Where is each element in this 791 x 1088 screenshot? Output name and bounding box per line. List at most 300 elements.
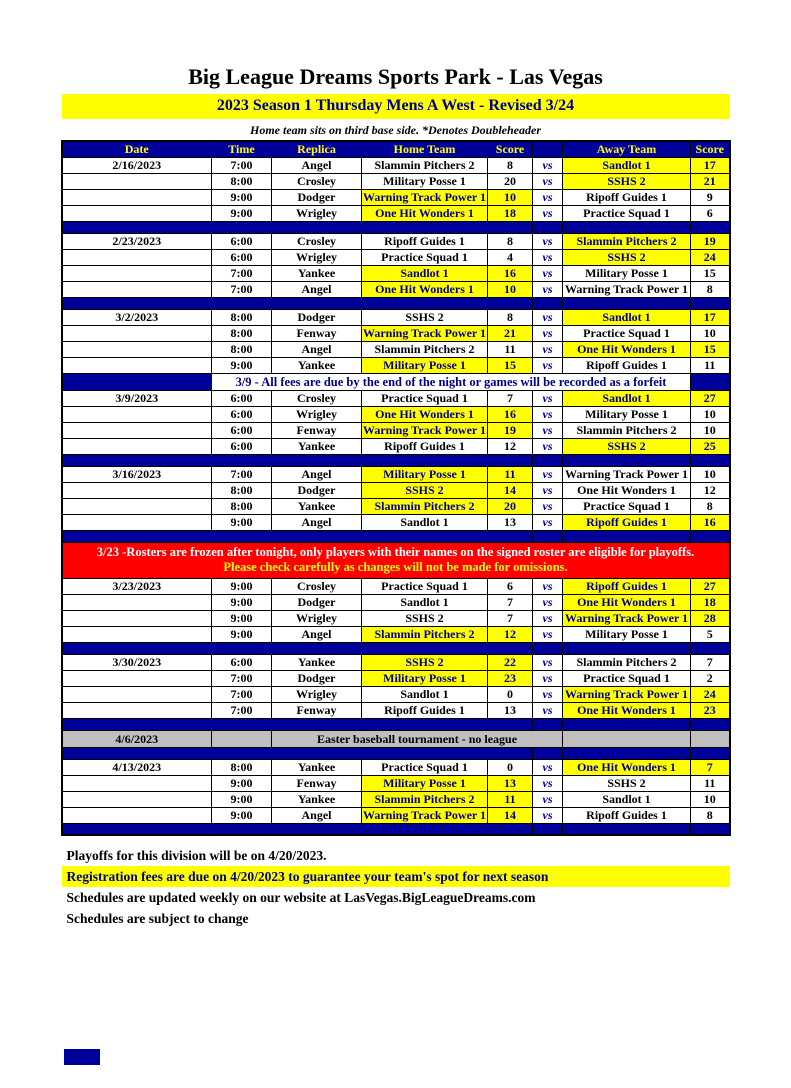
- time-cell: 9:00: [212, 610, 272, 626]
- time-cell: 7:00: [212, 702, 272, 718]
- date-cell: [62, 438, 212, 454]
- replica-cell: Angel: [272, 466, 362, 482]
- separator-cell: [563, 747, 691, 759]
- home-score-cell: 12: [488, 438, 533, 454]
- replica-cell: Crosley: [272, 578, 362, 594]
- col-header-date: Date: [62, 141, 212, 158]
- away-score-cell: 12: [691, 482, 730, 498]
- roster-freeze-cell: [62, 542, 730, 578]
- time-cell: 8:00: [212, 482, 272, 498]
- time-cell: 9:00: [212, 626, 272, 642]
- easter-tournament-text: Easter baseball tournament - no league: [272, 730, 563, 747]
- replica-cell: Angel: [272, 341, 362, 357]
- home-team-cell: Military Posse 1: [362, 670, 488, 686]
- game-row: [62, 610, 730, 626]
- separator-cell: [691, 642, 730, 654]
- separator-cell: [62, 297, 212, 309]
- home-score-cell: 14: [488, 807, 533, 823]
- separator-cell: [62, 530, 212, 542]
- home-team-cell: Warning Track Power 1: [363, 807, 486, 822]
- game-row: [62, 702, 730, 718]
- separator-cell: [488, 221, 533, 233]
- away-team-cell: Ripoff Guides 1: [563, 514, 691, 530]
- away-score-cell: 6: [691, 205, 730, 221]
- away-score-cell: 8: [691, 807, 730, 823]
- game-row: [62, 759, 730, 775]
- time-cell: 9:00: [212, 189, 272, 205]
- vs-cell: vs: [533, 265, 563, 281]
- date-cell: 3/16/2023: [62, 466, 212, 482]
- separator-cell: [533, 297, 563, 309]
- time-cell: 7:00: [212, 265, 272, 281]
- col-header-away-team: Away Team: [563, 141, 691, 158]
- home-team-cell: Ripoff Guides 1: [362, 233, 488, 249]
- game-row: [62, 578, 730, 594]
- separator-cell: [362, 718, 488, 730]
- home-score-cell: 7: [488, 610, 533, 626]
- replica-cell: Yankee: [272, 759, 362, 775]
- separator-cell: [62, 823, 212, 835]
- away-score-cell: 19: [691, 233, 730, 249]
- vs-cell: vs: [533, 670, 563, 686]
- separator-cell: [362, 297, 488, 309]
- home-team-cell: Warning Track Power 1: [363, 422, 486, 437]
- separator-cell: [272, 221, 362, 233]
- away-score-cell: 27: [691, 578, 730, 594]
- replica-cell: Fenway: [272, 702, 362, 718]
- time-cell: 9:00: [212, 205, 272, 221]
- game-row: [62, 205, 730, 221]
- separator-cell: [272, 297, 362, 309]
- separator-cell: [362, 530, 488, 542]
- date-cell: [62, 791, 212, 807]
- time-cell: 7:00: [212, 157, 272, 173]
- replica-cell: Wrigley: [272, 249, 362, 265]
- vs-cell: vs: [533, 357, 563, 373]
- separator-cell: [533, 823, 563, 835]
- vs-cell: vs: [533, 791, 563, 807]
- home-score-cell: 18: [488, 205, 533, 221]
- vs-cell: vs: [533, 422, 563, 438]
- vs-cell: vs: [533, 281, 563, 297]
- vs-cell: vs: [533, 702, 563, 718]
- home-score-cell: 21: [488, 325, 533, 341]
- roster-freeze-line2: Please check carefully as changes will not be made for omissions.: [223, 559, 568, 574]
- date-cell: [62, 325, 212, 341]
- away-team-cell: Warning Track Power 1: [563, 686, 691, 702]
- time-cell: 6:00: [212, 390, 272, 406]
- schedule-table: [61, 140, 731, 837]
- date-cell: [62, 249, 212, 265]
- date-cell: [62, 498, 212, 514]
- away-score-cell: 18: [691, 594, 730, 610]
- home-team-cell: One Hit Wonders 1: [362, 281, 488, 297]
- time-cell: 9:00: [212, 514, 272, 530]
- home-team-cell: Slammin Pitchers 2: [362, 157, 488, 173]
- separator-row: [62, 221, 730, 233]
- time-cell: 8:00: [212, 498, 272, 514]
- away-team-cell: Sandlot 1: [563, 157, 691, 173]
- date-cell: [62, 702, 212, 718]
- away-score-cell: 7: [691, 759, 730, 775]
- away-team-cell: Slammin Pitchers 2: [563, 422, 691, 438]
- vs-cell: vs: [533, 775, 563, 791]
- vs-cell: vs: [533, 173, 563, 189]
- replica-cell: Angel: [272, 807, 362, 823]
- game-row: [62, 265, 730, 281]
- away-team-cell: One Hit Wonders 1: [563, 594, 691, 610]
- away-team-cell: Slammin Pitchers 2: [563, 233, 691, 249]
- col-header-away-score: Score: [691, 141, 730, 158]
- away-team-cell: Practice Squad 1: [563, 325, 691, 341]
- home-score-cell: 6: [488, 578, 533, 594]
- website-note: Schedules are updated weekly on our website at LasVegas.BigLeagueDreams.com: [66, 890, 536, 906]
- separator-row: [62, 454, 730, 466]
- replica-cell: Yankee: [272, 357, 362, 373]
- away-team-cell: Military Posse 1: [563, 626, 691, 642]
- vs-cell: vs: [533, 309, 563, 325]
- away-score-cell: [691, 730, 730, 747]
- col-header-vs: [533, 141, 563, 158]
- subject-to-change-note: Schedules are subject to change: [66, 911, 249, 927]
- bottom-left-navy-mark: [64, 1049, 100, 1065]
- roster-freeze-line1: 3/23 -Rosters are frozen after tonight, only players with their names on the signed roster are eligible for playoffs.: [96, 544, 695, 559]
- separator-cell: [563, 642, 691, 654]
- separator-cell: [488, 454, 533, 466]
- home-team-cell: Practice Squad 1: [362, 390, 488, 406]
- away-score-cell: 17: [691, 157, 730, 173]
- separator-cell: [362, 823, 488, 835]
- date-cell: 3/9/2023: [62, 390, 212, 406]
- game-row: [62, 654, 730, 670]
- col-header-home-team: Home Team: [362, 141, 488, 158]
- vs-cell: vs: [533, 438, 563, 454]
- time-cell: 7:00: [212, 466, 272, 482]
- date-cell: 2/23/2023: [62, 233, 212, 249]
- game-row: [62, 233, 730, 249]
- separator-cell: [62, 747, 212, 759]
- separator-cell: [488, 642, 533, 654]
- home-team-cell: Military Posse 1: [362, 173, 488, 189]
- separator-cell: [691, 454, 730, 466]
- time-cell: 8:00: [212, 309, 272, 325]
- replica-cell: Wrigley: [272, 205, 362, 221]
- separator-cell: [212, 297, 272, 309]
- away-score-cell: 10: [691, 791, 730, 807]
- home-score-cell: 15: [488, 357, 533, 373]
- home-team-cell: Slammin Pitchers 2: [362, 626, 488, 642]
- game-row: [62, 249, 730, 265]
- separator-cell: [272, 718, 362, 730]
- replica-cell: Fenway: [272, 775, 362, 791]
- home-score-cell: 10: [488, 189, 533, 205]
- home-score-cell: 8: [488, 309, 533, 325]
- away-team-cell: One Hit Wonders 1: [563, 702, 691, 718]
- vs-cell: vs: [533, 406, 563, 422]
- away-team-cell: Slammin Pitchers 2: [563, 654, 691, 670]
- away-team-cell: One Hit Wonders 1: [563, 482, 691, 498]
- time-cell: 9:00: [212, 594, 272, 610]
- time-cell: 7:00: [212, 686, 272, 702]
- time-cell: 8:00: [212, 759, 272, 775]
- replica-cell: Yankee: [272, 654, 362, 670]
- home-team-cell: Sandlot 1: [362, 265, 488, 281]
- separator-row: [62, 530, 730, 542]
- time-cell: 6:00: [212, 422, 272, 438]
- time-cell: 6:00: [212, 233, 272, 249]
- game-row: [62, 341, 730, 357]
- date-cell: 3/30/2023: [62, 654, 212, 670]
- away-team-cell: Warning Track Power 1: [563, 281, 691, 297]
- home-team-cell: Military Posse 1: [362, 775, 488, 791]
- away-team-cell: Sandlot 1: [563, 390, 691, 406]
- vs-cell: vs: [533, 610, 563, 626]
- fees-notice-right-cell: [691, 373, 730, 390]
- away-score-cell: 16: [691, 514, 730, 530]
- away-team-cell: One Hit Wonders 1: [563, 759, 691, 775]
- date-cell: [62, 406, 212, 422]
- time-cell: [212, 730, 272, 747]
- home-score-cell: 13: [488, 775, 533, 791]
- replica-cell: Fenway: [272, 325, 362, 341]
- date-cell: [62, 281, 212, 297]
- schedule-header: [62, 141, 730, 158]
- home-score-cell: 0: [488, 686, 533, 702]
- game-row: [62, 189, 730, 205]
- separator-cell: [362, 747, 488, 759]
- away-score-cell: 7: [691, 654, 730, 670]
- home-score-cell: 11: [488, 466, 533, 482]
- vs-cell: vs: [533, 205, 563, 221]
- time-cell: 7:00: [212, 281, 272, 297]
- home-score-cell: 22: [488, 654, 533, 670]
- home-team-cell: Sandlot 1: [362, 514, 488, 530]
- date-cell: [62, 594, 212, 610]
- separator-cell: [533, 747, 563, 759]
- away-score-cell: 9: [691, 189, 730, 205]
- home-team-cell: Sandlot 1: [362, 594, 488, 610]
- separator-cell: [691, 297, 730, 309]
- time-cell: 9:00: [212, 578, 272, 594]
- date-cell: [62, 807, 212, 823]
- replica-cell: Dodger: [272, 594, 362, 610]
- separator-row: [62, 718, 730, 730]
- away-team-cell: SSHS 2: [563, 249, 691, 265]
- replica-cell: Angel: [272, 281, 362, 297]
- home-team-cell: SSHS 2: [362, 654, 488, 670]
- away-score-cell: 8: [691, 498, 730, 514]
- separator-cell: [691, 221, 730, 233]
- date-cell: [62, 265, 212, 281]
- vs-cell: vs: [533, 514, 563, 530]
- away-team-cell: SSHS 2: [563, 173, 691, 189]
- game-row: [62, 775, 730, 791]
- date-cell: [62, 422, 212, 438]
- separator-row: [62, 823, 730, 835]
- schedule-body: [62, 157, 730, 835]
- time-cell: 7:00: [212, 670, 272, 686]
- separator-row: [62, 747, 730, 759]
- date-cell: [62, 686, 212, 702]
- date-cell: [62, 189, 212, 205]
- separator-cell: [362, 454, 488, 466]
- time-cell: 9:00: [212, 357, 272, 373]
- home-score-cell: 20: [488, 173, 533, 189]
- away-team-cell: Sandlot 1: [563, 309, 691, 325]
- away-team-cell: [563, 730, 691, 747]
- away-team-cell: Military Posse 1: [563, 406, 691, 422]
- vs-cell: vs: [533, 654, 563, 670]
- away-team-cell: Ripoff Guides 1: [563, 189, 691, 205]
- away-team-cell: Practice Squad 1: [563, 670, 691, 686]
- playoffs-note: Playoffs for this division will be on 4/20/2023.: [66, 848, 327, 864]
- col-header-replica: Replica: [272, 141, 362, 158]
- vs-cell: vs: [533, 578, 563, 594]
- separator-cell: [62, 221, 212, 233]
- home-team-cell: Military Posse 1: [362, 357, 488, 373]
- separator-cell: [563, 823, 691, 835]
- separator-cell: [533, 718, 563, 730]
- away-score-cell: 17: [691, 309, 730, 325]
- fees-notice-text: 3/9 - All fees are due by the end of the night or games will be recorded as a forfeit: [212, 373, 691, 390]
- replica-cell: Angel: [272, 157, 362, 173]
- separator-cell: [691, 530, 730, 542]
- separator-cell: [212, 747, 272, 759]
- home-team-cell: One Hit Wonders 1: [362, 406, 488, 422]
- home-score-cell: 19: [488, 422, 533, 438]
- home-score-cell: 10: [488, 281, 533, 297]
- separator-cell: [212, 823, 272, 835]
- separator-cell: [62, 454, 212, 466]
- game-row: [62, 325, 730, 341]
- home-team-cell: One Hit Wonders 1: [362, 205, 488, 221]
- home-team-cell: SSHS 2: [362, 309, 488, 325]
- away-score-cell: 24: [691, 686, 730, 702]
- date-cell: [62, 514, 212, 530]
- registration-note: Registration fees are due on 4/20/2023 to guarantee your team's spot for next season: [62, 866, 730, 887]
- time-cell: 6:00: [212, 406, 272, 422]
- time-cell: 9:00: [212, 791, 272, 807]
- replica-cell: Yankee: [272, 438, 362, 454]
- replica-cell: Dodger: [272, 309, 362, 325]
- separator-cell: [563, 454, 691, 466]
- time-cell: 8:00: [212, 173, 272, 189]
- away-score-cell: 24: [691, 249, 730, 265]
- replica-cell: Crosley: [272, 390, 362, 406]
- home-team-cell: SSHS 2: [362, 610, 488, 626]
- date-cell: [62, 610, 212, 626]
- date-cell: [62, 173, 212, 189]
- time-cell: 8:00: [212, 341, 272, 357]
- header-row: [62, 141, 730, 158]
- date-cell: [62, 626, 212, 642]
- date-cell: [62, 482, 212, 498]
- home-score-cell: 16: [488, 265, 533, 281]
- game-row: [62, 438, 730, 454]
- away-score-cell: 23: [691, 702, 730, 718]
- away-team-cell: Ripoff Guides 1: [563, 578, 691, 594]
- separator-cell: [212, 642, 272, 654]
- home-score-cell: 8: [488, 157, 533, 173]
- vs-cell: vs: [533, 233, 563, 249]
- separator-cell: [488, 297, 533, 309]
- time-cell: 6:00: [212, 249, 272, 265]
- vs-cell: vs: [533, 686, 563, 702]
- replica-cell: Fenway: [272, 422, 362, 438]
- date-cell: [62, 205, 212, 221]
- roster-freeze-notice-row: [62, 542, 730, 578]
- game-row: [62, 482, 730, 498]
- footer-notes: [62, 845, 730, 929]
- date-cell: 3/23/2023: [62, 578, 212, 594]
- game-row: [62, 466, 730, 482]
- replica-cell: Dodger: [272, 670, 362, 686]
- game-row: [62, 157, 730, 173]
- fees-notice-row: [62, 373, 730, 390]
- away-team-cell: Ripoff Guides 1: [563, 807, 691, 823]
- col-header-home-score: Score: [488, 141, 533, 158]
- vs-cell: vs: [533, 759, 563, 775]
- vs-cell: vs: [533, 466, 563, 482]
- game-row: [62, 594, 730, 610]
- game-row: [62, 390, 730, 406]
- game-row: [62, 357, 730, 373]
- date-cell: 4/6/2023: [62, 730, 212, 747]
- replica-cell: Yankee: [272, 265, 362, 281]
- game-row: [62, 807, 730, 823]
- home-team-cell: Slammin Pitchers 2: [362, 341, 488, 357]
- away-team-cell: Military Posse 1: [563, 265, 691, 281]
- separator-cell: [691, 718, 730, 730]
- home-team-note: Home team sits on third base side. *Denotes Doubleheader: [250, 122, 541, 137]
- away-team-cell: SSHS 2: [563, 775, 691, 791]
- away-score-cell: 10: [691, 422, 730, 438]
- home-score-cell: 0: [488, 759, 533, 775]
- separator-row: [62, 642, 730, 654]
- vs-cell: vs: [533, 249, 563, 265]
- away-score-cell: 28: [691, 610, 730, 626]
- separator-cell: [212, 221, 272, 233]
- home-team-cell: Military Posse 1: [362, 466, 488, 482]
- away-score-cell: 11: [691, 357, 730, 373]
- home-team-cell: Ripoff Guides 1: [362, 702, 488, 718]
- away-score-cell: 10: [691, 466, 730, 482]
- time-cell: 8:00: [212, 325, 272, 341]
- replica-cell: Yankee: [272, 498, 362, 514]
- replica-cell: Wrigley: [272, 686, 362, 702]
- separator-cell: [533, 221, 563, 233]
- home-team-cell: Ripoff Guides 1: [362, 438, 488, 454]
- away-team-cell: One Hit Wonders 1: [563, 341, 691, 357]
- game-row: [62, 514, 730, 530]
- separator-cell: [533, 454, 563, 466]
- home-score-cell: 4: [488, 249, 533, 265]
- replica-cell: Dodger: [272, 482, 362, 498]
- date-cell: [62, 670, 212, 686]
- replica-cell: Yankee: [272, 791, 362, 807]
- separator-cell: [212, 454, 272, 466]
- away-score-cell: 2: [691, 670, 730, 686]
- vs-cell: vs: [533, 807, 563, 823]
- home-score-cell: 7: [488, 390, 533, 406]
- replica-cell: Wrigley: [272, 610, 362, 626]
- home-team-cell: Practice Squad 1: [362, 578, 488, 594]
- separator-cell: [272, 454, 362, 466]
- game-row: [62, 406, 730, 422]
- home-score-cell: 13: [488, 514, 533, 530]
- separator-cell: [212, 718, 272, 730]
- time-cell: 6:00: [212, 654, 272, 670]
